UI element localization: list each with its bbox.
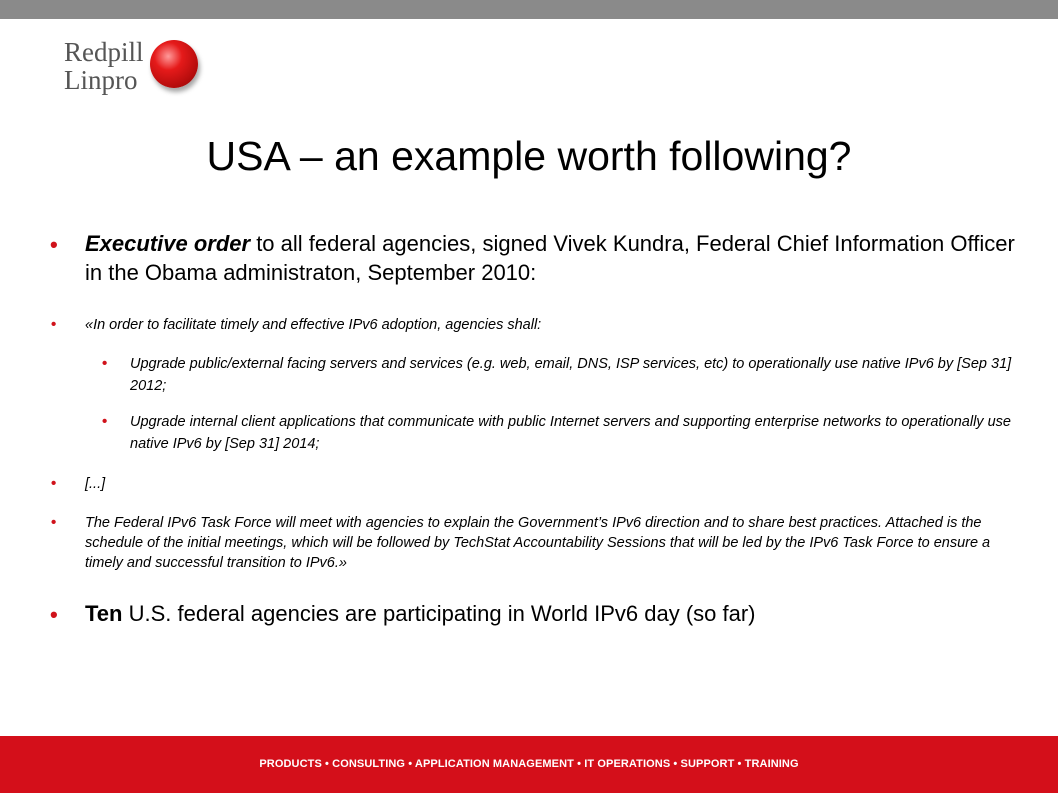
bullet-marker: • xyxy=(51,475,57,492)
bullet-marker: • xyxy=(102,413,108,430)
bullet-text: to all federal agencies, signed Vivek Kundra, Federal Chief Information Officer in the Obama administraton, September 2010: xyxy=(85,231,1015,285)
bullet-text: U.S. federal agencies are participating in World IPv6 day (so far) xyxy=(122,601,756,626)
footer-services: PRODUCTS • CONSULTING • APPLICATION MANAGEMENT • IT OPERATIONS • SUPPORT • TRAINING xyxy=(259,758,799,770)
bullet-marker: • xyxy=(51,316,57,333)
bullet-ten-agencies xyxy=(50,599,1015,628)
bullet-text: The Federal IPv6 Task Force will meet with agencies to explain the Government’s IPv6 direction and to share best practices. Attached is the schedule of the initial meetings, which will be followed by TechStat Accountability Sessions that will be led by the IPv6 Task Force to ensure a timely and successful transition to IPv6.» xyxy=(85,515,991,571)
bullet-marker: • xyxy=(50,602,58,627)
footer-bar xyxy=(0,736,1058,793)
bullet-marker: • xyxy=(51,514,57,531)
subbullet-internal-clients xyxy=(102,411,1030,455)
bullet-executive-order xyxy=(50,229,1015,287)
slide-title: USA – an example worth following? xyxy=(206,133,852,179)
bullet-quote-intro xyxy=(51,315,1015,335)
bullet-emphasis: Executive order xyxy=(85,231,251,256)
bullet-task-force xyxy=(51,513,1015,573)
logo-line-1: Redpill xyxy=(64,37,144,67)
bullet-text: Upgrade public/external facing servers and services (e.g. web, email, DNS, ISP services, etc) to operationally use native IPv6 by [Sep 31] 2012; xyxy=(130,356,1012,394)
bullet-text: «In order to facilitate timely and effective IPv6 adoption, agencies shall: xyxy=(85,317,542,333)
bullet-text: Upgrade internal client applications that communicate with public Internet servers and supporting enterprise networks to operationally use native IPv6 by [Sep 31] 2014; xyxy=(130,414,1011,452)
subbullet-public-servers xyxy=(102,353,1030,397)
bullet-emphasis: Ten xyxy=(85,601,123,626)
bullet-marker: • xyxy=(102,355,108,372)
bullet-ellipsis xyxy=(51,474,1015,494)
logo-line-2: Linpro xyxy=(64,65,138,95)
bullet-marker: • xyxy=(50,232,58,257)
bullet-text: [...] xyxy=(85,476,106,492)
